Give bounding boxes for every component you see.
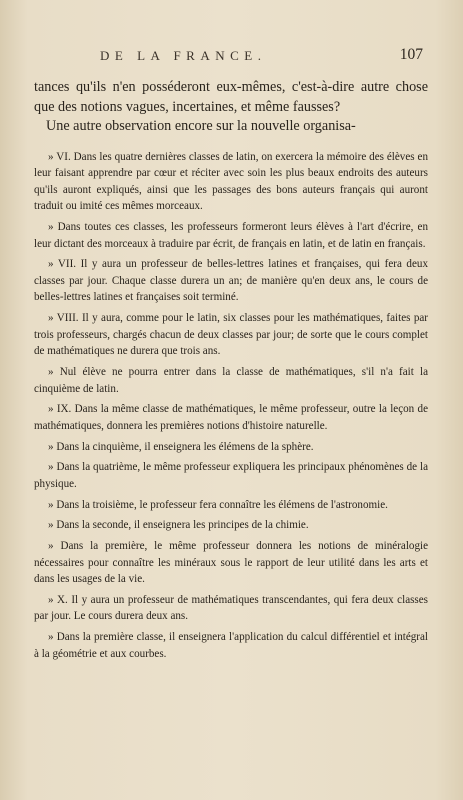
article-paragraph: » Dans la première classe, il enseignera l'application du calcul différentiel et intégral à la géométrie et aux courbes. bbox=[34, 631, 428, 660]
running-head: DE LA FRANCE. bbox=[100, 48, 267, 63]
intro-line: Une autre observation encore sur la nouvelle organisa- bbox=[46, 118, 356, 134]
page-body bbox=[34, 78, 428, 662]
article-paragraph: » VI. Dans les quatre dernières classes de latin, on exercera la mémoire des élèves en leur faisant apprendre par cœur et réciter avec soin les plus beaux endroits des auteurs qu'ils auront expliqués, ainsi que les passages des bons auteurs français qui auront traduit ou imité ces mêmes morceaux. bbox=[34, 150, 428, 213]
article-paragraph: » IX. Dans la même classe de mathématiques, le même professeur, outre la leçon de mathématiques, donnera les premières notions d'histoire naturelle. bbox=[34, 403, 428, 432]
article-paragraph: » Dans toutes ces classes, les professeurs formeront leurs élèves à l'art d'écrire, en leur dictant des morceaux à traduire par écrit, de français en latin, et de latin en français. bbox=[34, 220, 428, 250]
article-paragraph: » Nul élève ne pourra entrer dans la classe de mathématiques, s'il n'a fait la cinquième de latin. bbox=[34, 366, 428, 395]
article-paragraph: » Dans la première, le même professeur donnera les notions de minéralogie nécessaires pour connaître les minéraux sous le rapport de leur utilité dans les arts et dans les usages de la vie. bbox=[34, 539, 428, 586]
continuation-text: tances qu'ils n'en posséderont eux-mêmes, c'est-à-dire autre chose que des notions vagues, incertaines, et même fausses? bbox=[34, 79, 428, 115]
article-paragraph: » VIII. Il y aura, comme pour le latin, six classes pour les mathématiques, faites par trois professeurs, chargés chacun de deux classes par jour; de sorte que le cours complet de mathématiques ne durera que trois ans. bbox=[34, 312, 428, 358]
page-header bbox=[0, 48, 463, 68]
article-paragraph: » Dans la cinquième, il enseignera les élémens de la sphère. bbox=[48, 440, 314, 453]
page-number: 107 bbox=[399, 46, 423, 63]
article-paragraph: » Dans la seconde, il enseignera les principes de la chimie. bbox=[48, 519, 309, 532]
article-paragraph: » Dans la troisième, le professeur fera connaître les élémens de l'astronomie. bbox=[48, 498, 388, 511]
article-paragraph: » Dans la quatrième, le même professeur expliquera les principaux phénomènes de la physique. bbox=[34, 461, 428, 490]
article-paragraph: » VII. Il y aura un professeur de belles-lettres latines et françaises, qui fera deux classes par jour. Chaque classe durera un an; de manière qu'en deux ans, le cours de belles-lettres latines et françaises soit terminé. bbox=[34, 258, 428, 304]
article-paragraph: » X. Il y aura un professeur de mathématiques transcendantes, qui fera deux classes par jour. Le cours durera deux ans. bbox=[34, 593, 428, 623]
